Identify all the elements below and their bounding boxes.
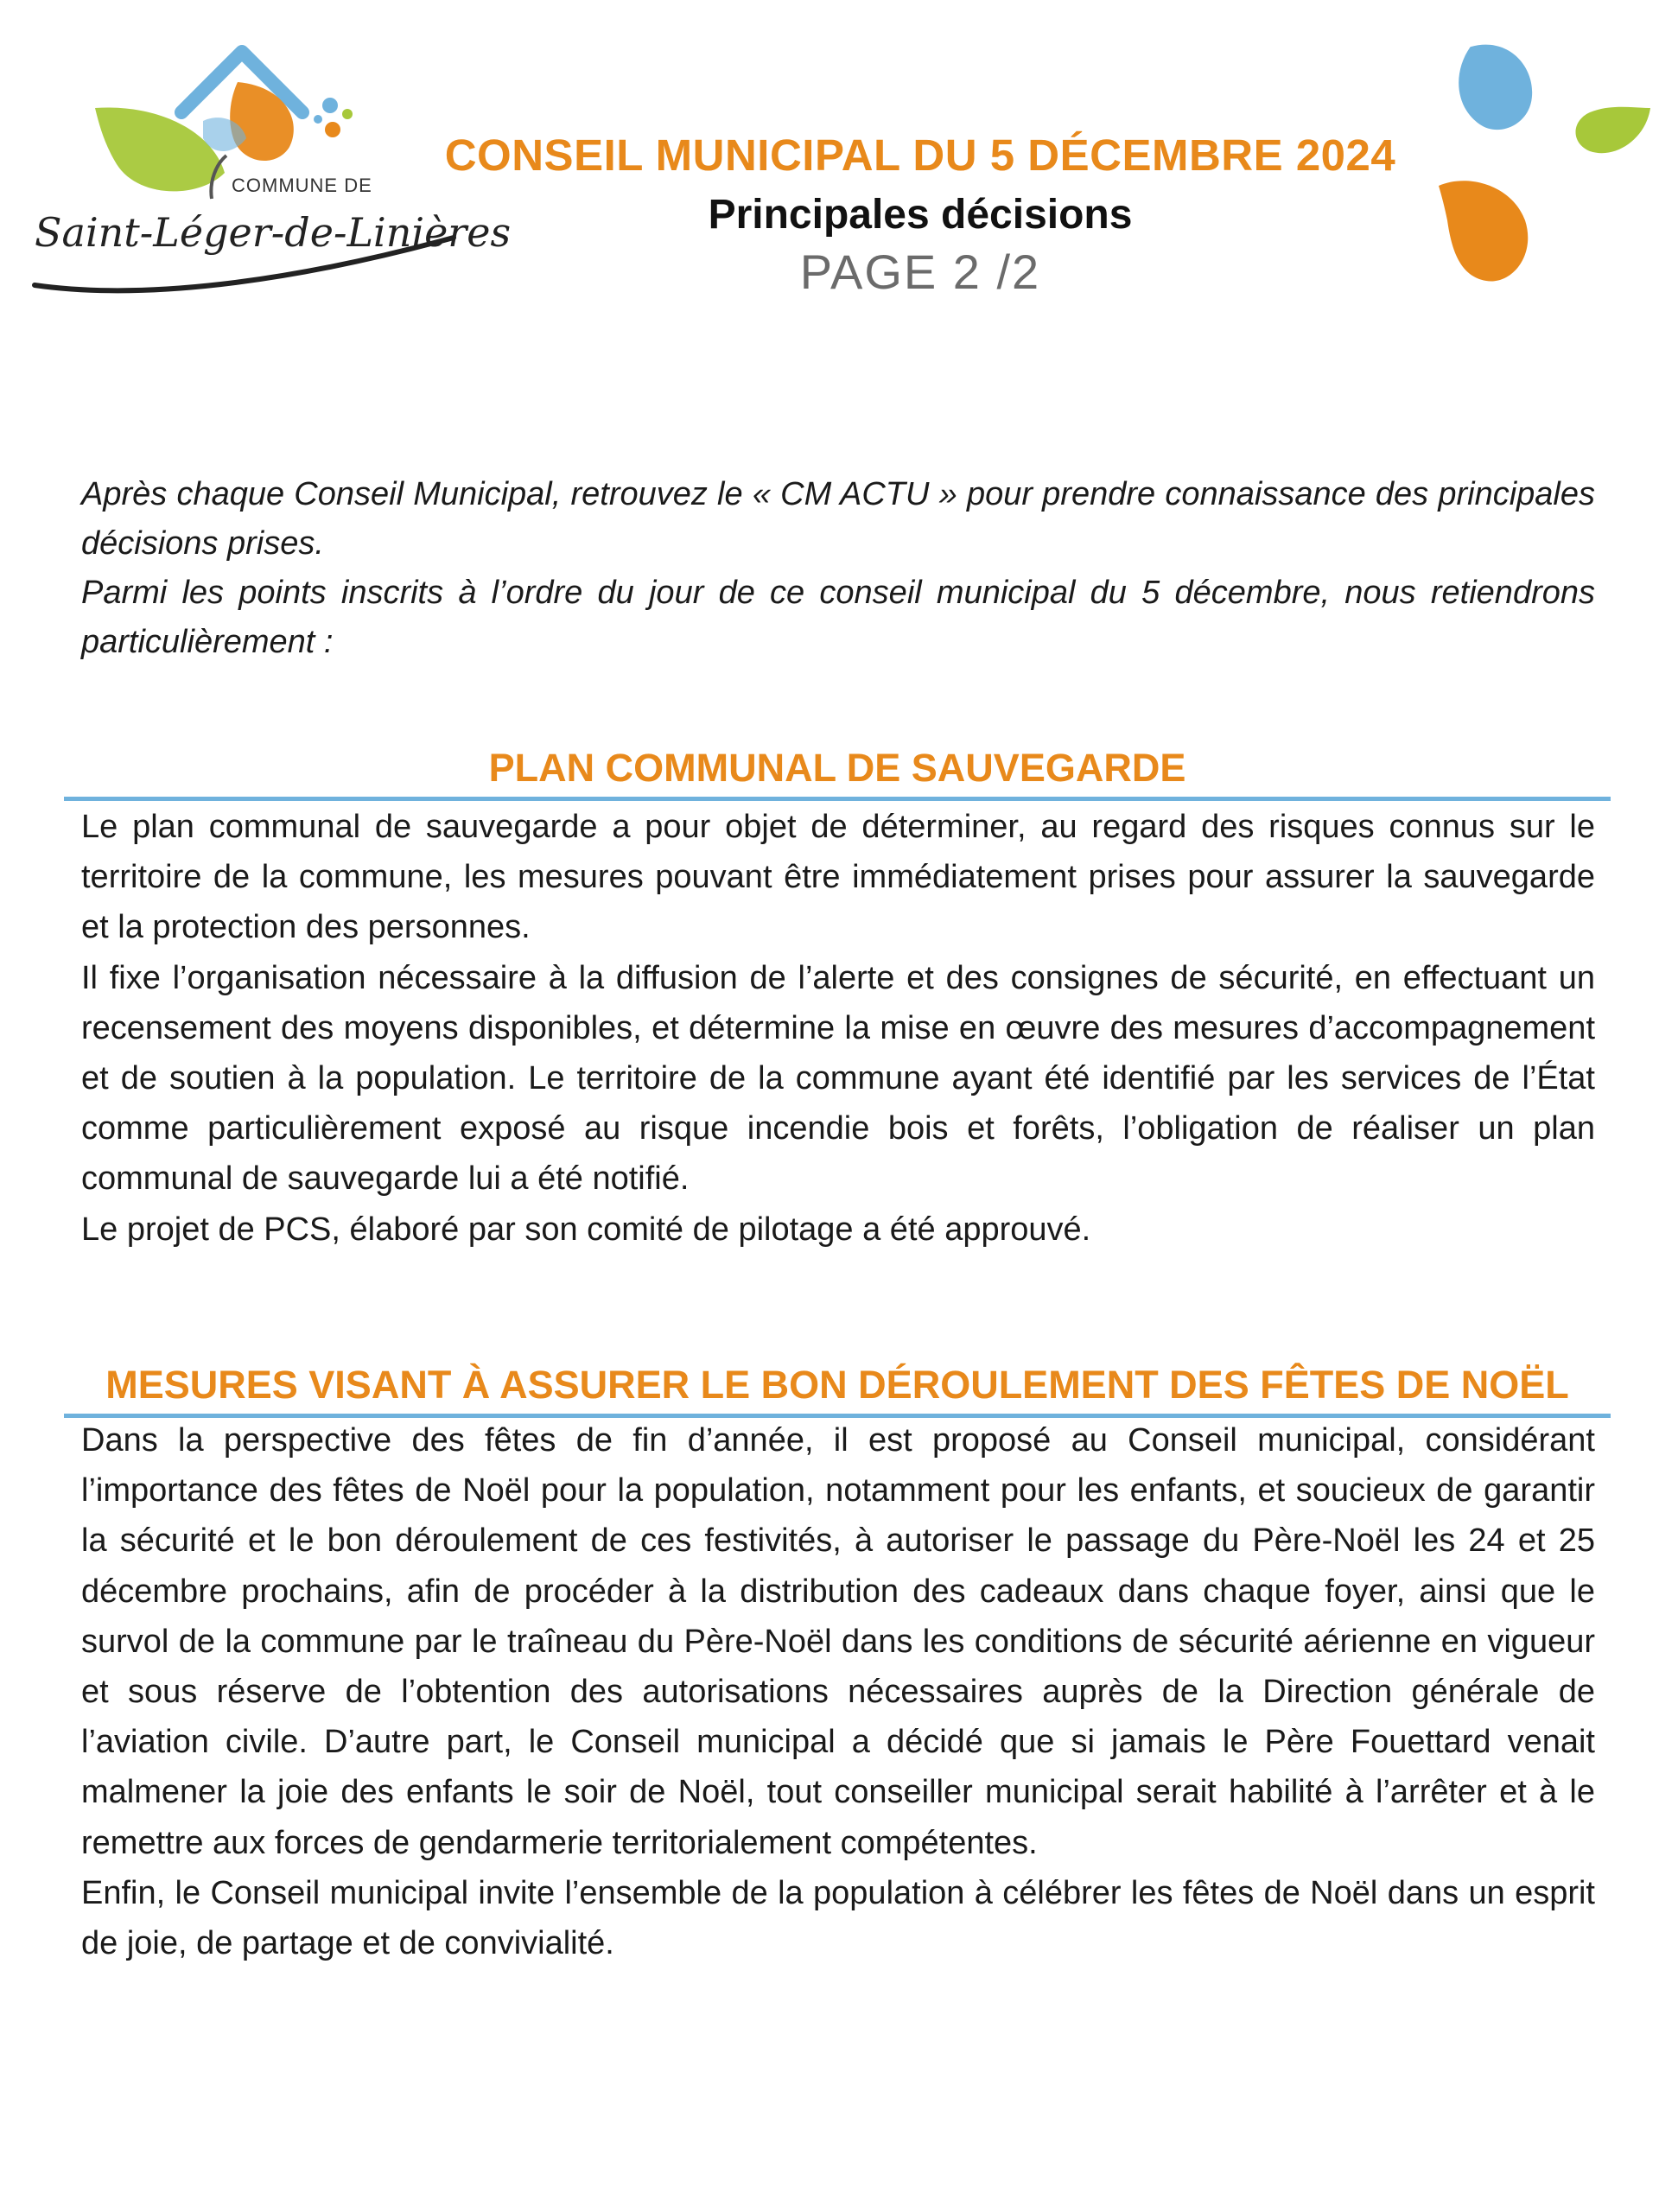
intro-paragraph-2: Parmi les points inscrits à l’ordre du jour de ce conseil municipal du 5 décembre, nous retiendrons particulièrement :: [81, 575, 1595, 660]
header: [372, 128, 1469, 301]
intro-text: [81, 470, 1595, 667]
pcs-paragraph-2: Il fixe l’organisation nécessaire à la diffusion de l’alerte et des consignes de sécurité, en effectuant un recensement des moyens disponibles, et détermine la mise en œuvre des mesures d’accompagnement et de soutien à la population. Le territoire de la commune ayant été identifié par les services de l’État comme particulièrement exposé au risque incendie bois et forêts, l’obligation de réaliser un plan communal de sauvegarde lui a été notifié.: [81, 959, 1595, 1198]
noel-paragraph-1: Dans la perspective des fêtes de fin d’année, il est proposé au Conseil municipal, considérant l’importance des fêtes de Noël pour la population, notamment pour les enfants, et soucieux de garantir la sécurité et le bon déroulement de ces festivités, à autoriser le passage du Père-Noël les 24 et 25 décembre prochains, afin de procéder à la distribution des cadeaux dans chaque foyer, ainsi que le survol de la commune par le traîneau du Père-Noël dans les conditions de sécurité aérienne en vigueur et sous réserve de l’obtention des autorisations nécessaires auprès de la Direction générale de l’aviation civile. D’autre part, le Conseil municipal a décidé que si jamais le Père Fouettard venait malmener la joie des enfants le soir de Noël, tout conseiller municipal serait habilité à l’arrêter et à le remettre aux forces de gendarmerie territorialement compétentes.: [81, 1422, 1595, 1861]
section-body-noel: [81, 1415, 1595, 1968]
section-body-pcs: [81, 802, 1595, 1255]
pcs-paragraph-1: Le plan communal de sauvegarde a pour objet de déterminer, au regard des risques connus sur le territoire de la commune, les mesures pouvant être immédiatement prises pour assurer la sauvegarde et la protection des personnes.: [81, 809, 1595, 946]
noel-paragraph-2: Enfin, le Conseil municipal invite l’ensemble de la population à célébrer les fêtes de Noël dans un esprit de joie, de partage et de convivialité.: [81, 1874, 1595, 1962]
section-heading-noel: MESURES VISANT À ASSURER LE BON DÉROULEMENT DES FÊTES DE NOËL: [64, 1360, 1611, 1418]
pcs-paragraph-3: Le projet de PCS, élaboré par son comité de pilotage a été approuvé.: [81, 1211, 1091, 1248]
section-heading-pcs: PLAN COMMUNAL DE SAUVEGARDE: [64, 743, 1611, 801]
logo-name-text: Saint-Léger-de-Linières: [35, 209, 512, 256]
intro-paragraph-1: Après chaque Conseil Municipal, retrouvez le « CM ACTU » pour prendre connaissance des principales décisions prises.: [81, 476, 1595, 562]
logo-commune-de-text: COMMUNE DE: [232, 175, 372, 196]
page-subtitle: Principales décisions: [708, 192, 1133, 238]
page-number: PAGE 2 /2: [799, 245, 1041, 299]
page-title: CONSEIL MUNICIPAL DU 5 DÉCEMBRE 2024: [444, 130, 1396, 180]
